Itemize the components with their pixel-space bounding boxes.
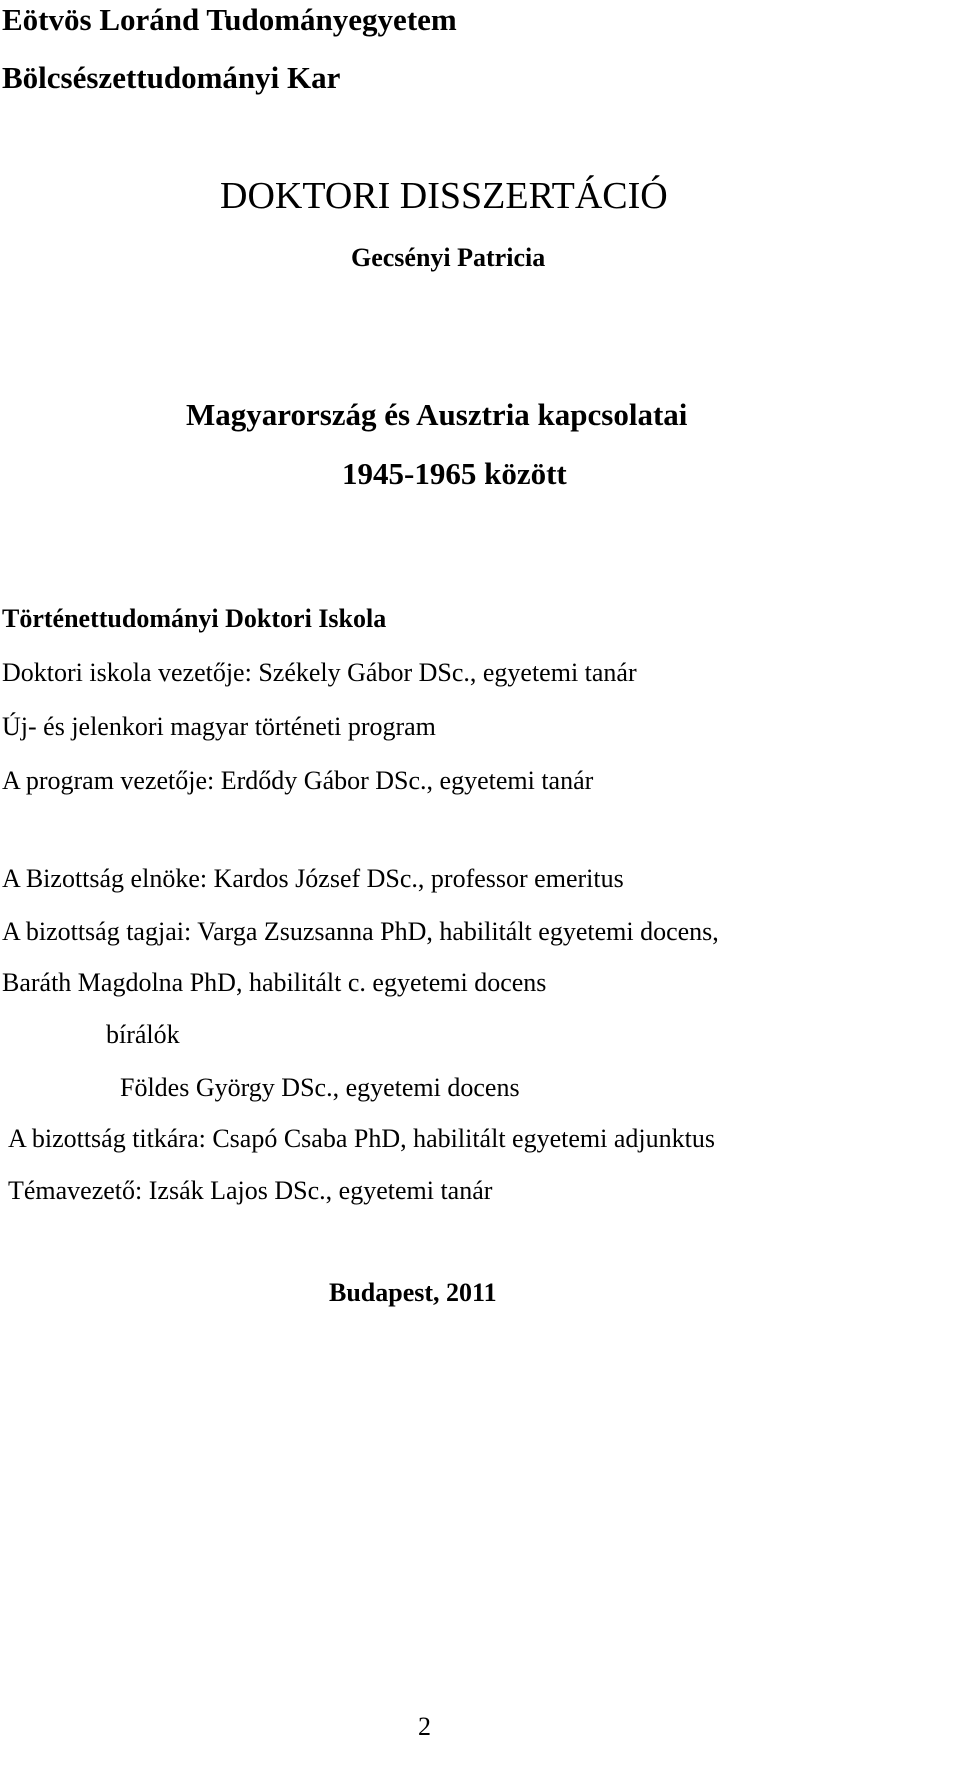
committee-members-line1: A bizottság tagjai: Varga Zsuzsanna PhD, habilitált egyetemi docens,: [2, 917, 719, 946]
university-name: Eötvös Loránd Tudományegyetem: [2, 2, 457, 37]
place-and-year: Budapest, 2011: [329, 1278, 497, 1307]
program-name: Új- és jelenkori magyar történeti program: [2, 712, 436, 741]
committee-secretary: A bizottság titkára: Csapó Csaba PhD, habilitált egyetemi adjunktus: [8, 1124, 715, 1153]
author-name: Gecsényi Patricia: [351, 243, 546, 272]
committee-members-line2: Baráth Magdolna PhD, habilitált c. egyetemi docens: [2, 968, 547, 997]
committee-chair: A Bizottság elnöke: Kardos József DSc., professor emeritus: [2, 864, 624, 893]
thesis-title-line2: 1945-1965 között: [342, 456, 567, 491]
reviewers-label: bírálók: [106, 1020, 180, 1049]
doctoral-school-head: Doktori iskola vezetője: Székely Gábor DSc., egyetemi tanár: [2, 658, 637, 687]
page-number: 2: [418, 1712, 431, 1741]
reviewer-extra: Földes György DSc., egyetemi docens: [120, 1073, 520, 1102]
doctoral-school-name: Történettudományi Doktori Iskola: [2, 604, 387, 633]
document-type: DOKTORI DISSZERTÁCIÓ: [220, 175, 668, 217]
supervisor: Témavezető: Izsák Lajos DSc., egyetemi tanár: [8, 1176, 493, 1205]
faculty-name: Bölcsészettudományi Kar: [2, 60, 341, 95]
thesis-title-line1: Magyarország és Ausztria kapcsolatai: [186, 397, 688, 432]
program-head: A program vezetője: Erdődy Gábor DSc., egyetemi tanár: [2, 766, 594, 795]
